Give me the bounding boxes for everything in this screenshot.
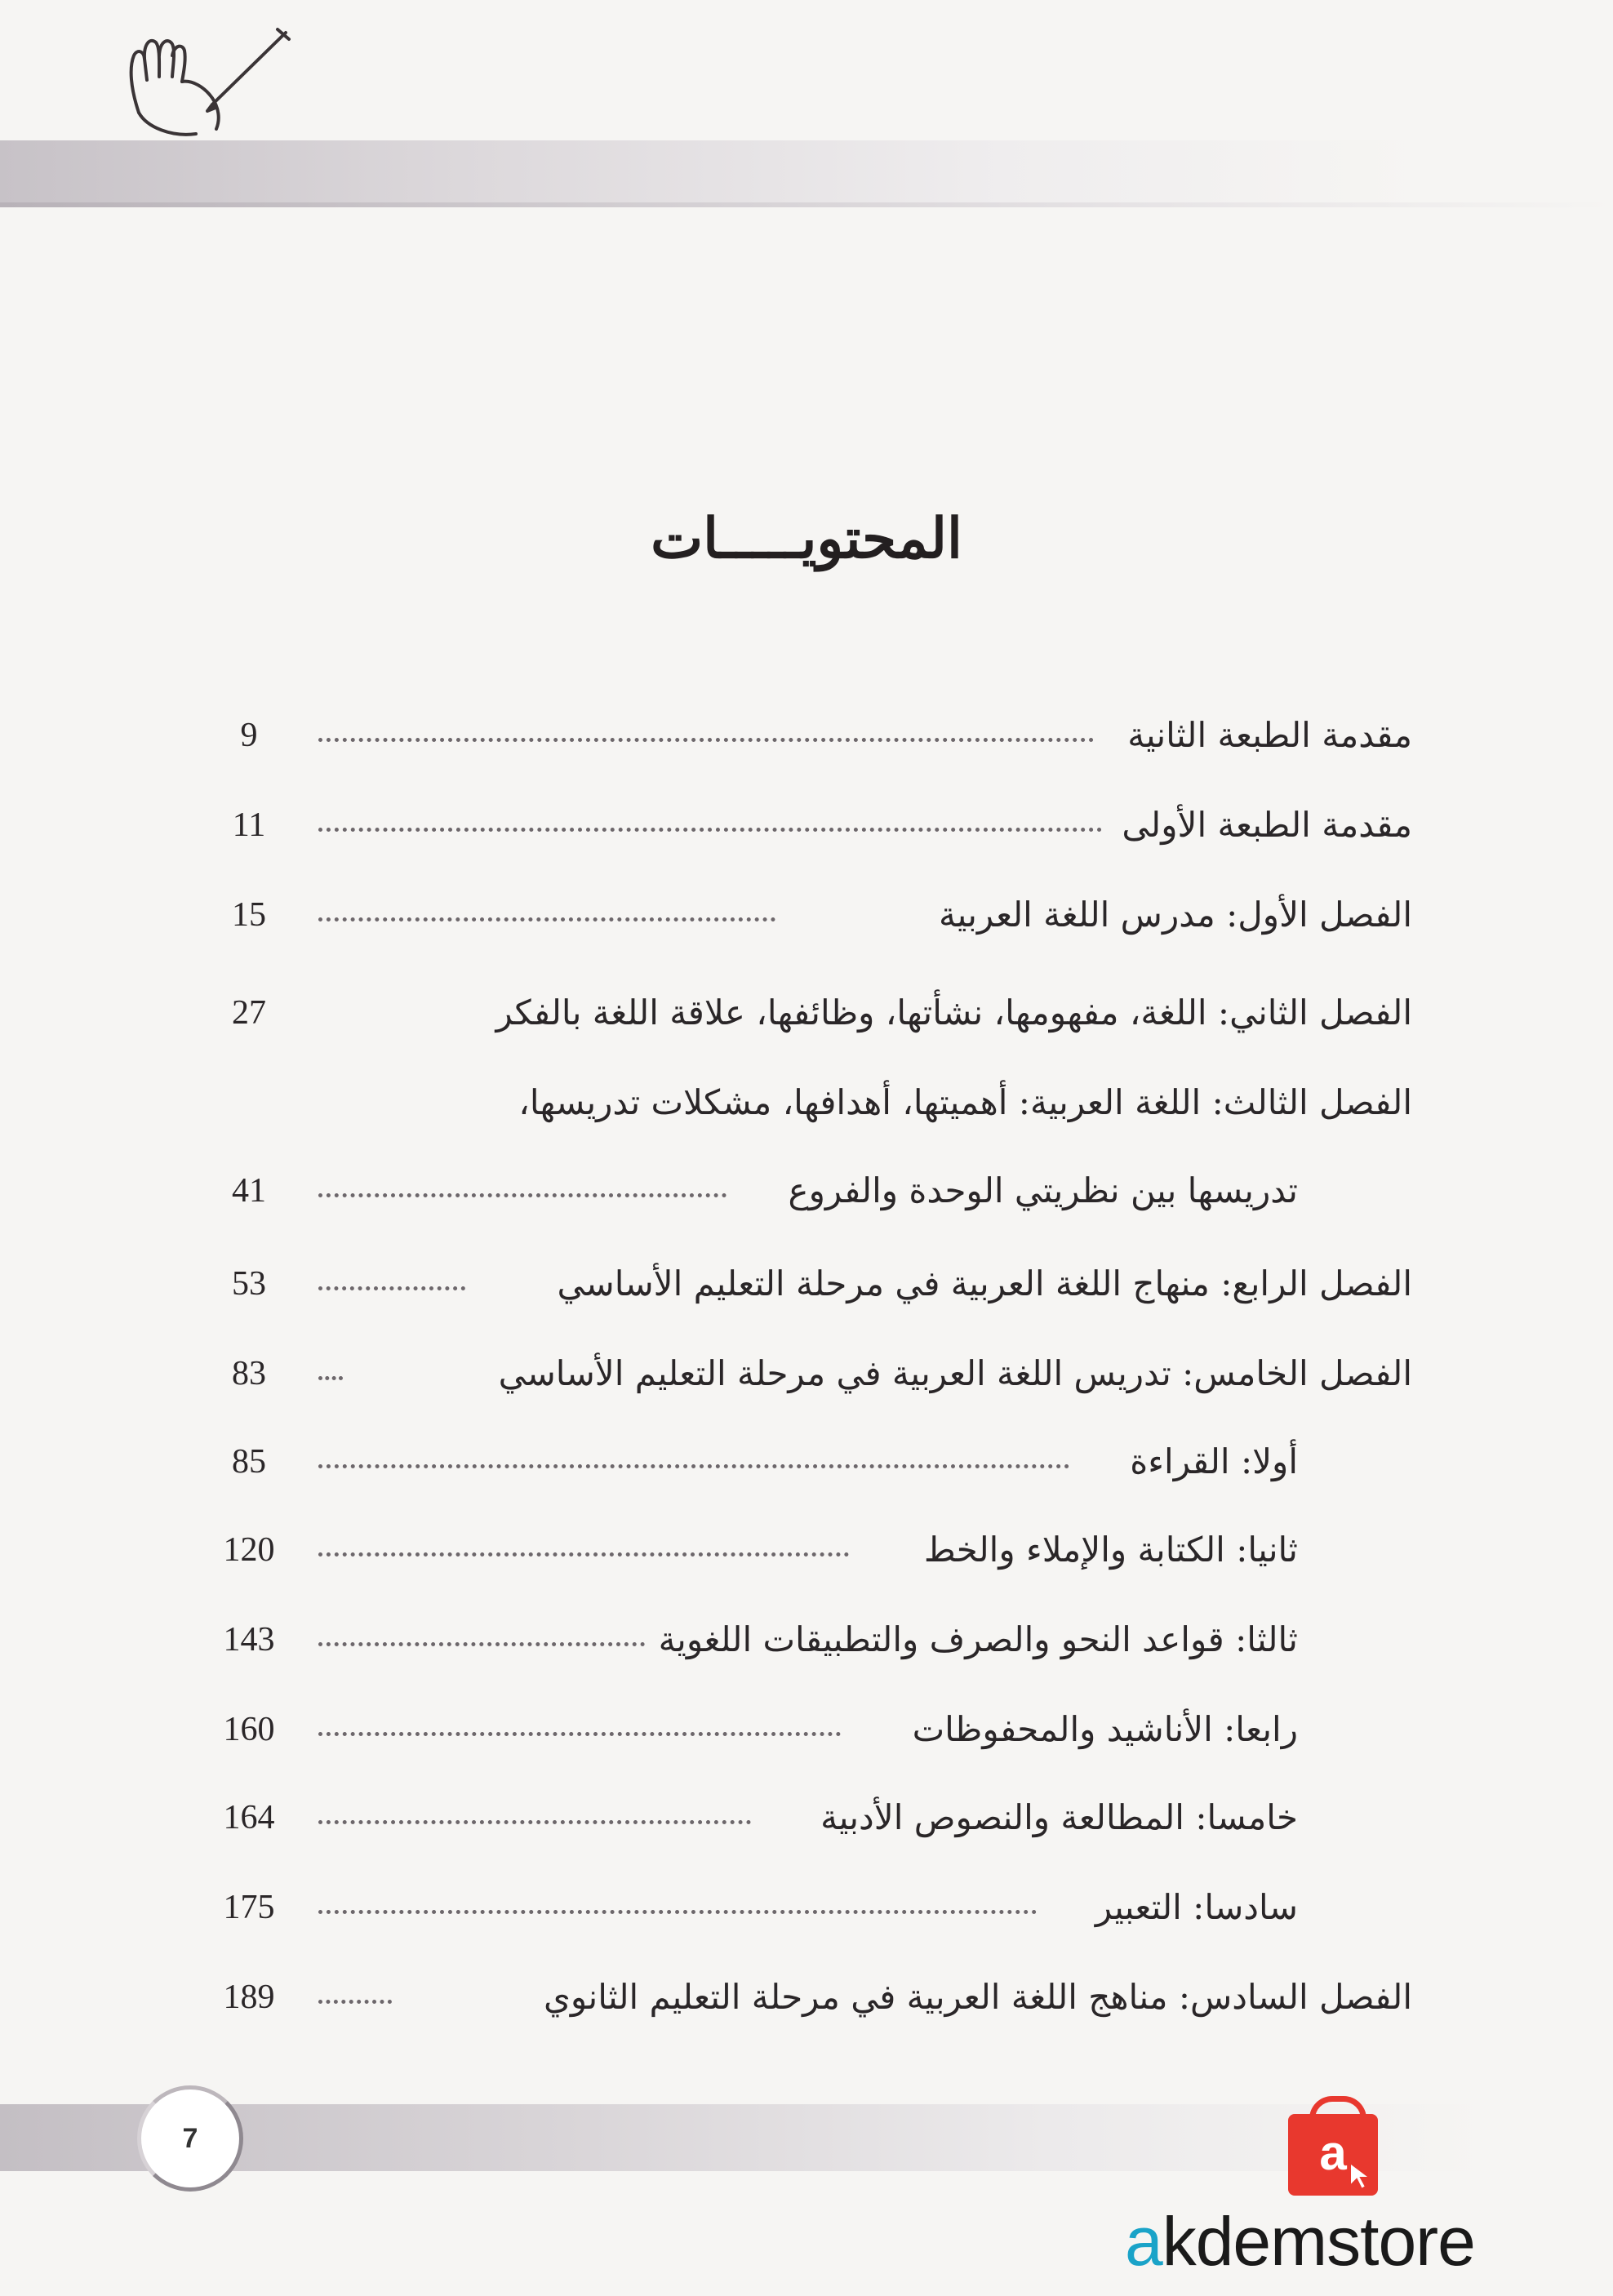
page-title: المحتويـــــات bbox=[651, 506, 962, 571]
toc-entry-title: ثالثا: قواعد النحو والصرف والتطبيقات اللغوية bbox=[658, 1619, 1298, 1659]
leader-dots bbox=[318, 1286, 465, 1290]
toc-entry-page: 175 bbox=[223, 1889, 275, 1926]
toc-entry-title: الفصل الخامس: تدريس اللغة العربية في مرحلة التعليم الأساسي bbox=[498, 1353, 1412, 1393]
toc-entry-page: 15 bbox=[232, 896, 266, 934]
leader-dots bbox=[318, 1820, 751, 1824]
toc-entry-literary-texts[interactable] bbox=[204, 1789, 1412, 1846]
leader-dots bbox=[318, 1193, 727, 1197]
toc-entry-page: 27 bbox=[232, 994, 266, 1032]
leader-dots bbox=[318, 1552, 849, 1557]
toc-entry-page: 160 bbox=[223, 1711, 275, 1748]
toc-entry-page: 143 bbox=[223, 1621, 275, 1659]
toc-entry-chapter-2[interactable] bbox=[204, 984, 1412, 1041]
bag-letter: a bbox=[1319, 2125, 1347, 2180]
leader-dots bbox=[318, 1642, 645, 1646]
toc-entry-grammar[interactable] bbox=[204, 1611, 1412, 1668]
brand-name-rest: kdemstore bbox=[1162, 2203, 1475, 2280]
toc-entry-title: تدريسها بين نظريتي الوحدة والفروع bbox=[788, 1170, 1298, 1210]
toc-entry-page: 85 bbox=[232, 1443, 266, 1481]
leader-dots bbox=[318, 828, 1102, 832]
toc-entry-title: الفصل الثاني: اللغة، مفهومها، نشأتها، وظائفها، علاقة اللغة بالفكر bbox=[495, 993, 1412, 1033]
toc-entry-title: ثانيا: الكتابة والإملاء والخط bbox=[923, 1530, 1298, 1570]
toc-entry-preface-second-edition[interactable] bbox=[204, 707, 1412, 764]
toc-entry-chapter-6[interactable] bbox=[204, 1969, 1412, 2026]
toc-entry-chapter-5[interactable] bbox=[204, 1345, 1412, 1402]
toc-entry-title: أولا: القراءة bbox=[1130, 1441, 1298, 1481]
leader-dots bbox=[318, 1910, 1037, 1914]
toc-entry-title: الفصل الثالث: اللغة العربية: أهميتها، أهدافها، مشكلات تدريسها، bbox=[518, 1082, 1412, 1122]
toc-entry-page: 164 bbox=[223, 1799, 275, 1836]
page-number: 7 bbox=[182, 2123, 198, 2154]
brand-name bbox=[1125, 2202, 1475, 2281]
brand-name-prefix: a bbox=[1125, 2203, 1162, 2280]
toc-entry-page: 11 bbox=[232, 806, 266, 844]
header-band bbox=[0, 140, 1613, 202]
toc-entry-page: 120 bbox=[223, 1531, 275, 1569]
toc-entry-page: 83 bbox=[232, 1355, 266, 1392]
toc-entry-page: 53 bbox=[232, 1265, 266, 1303]
toc-entry-title: مقدمة الطبعة الأولى bbox=[1122, 805, 1412, 845]
leader-dots bbox=[318, 1732, 841, 1736]
leader-dots bbox=[318, 1464, 1069, 1468]
leader-dots bbox=[318, 917, 775, 922]
leader-dots bbox=[318, 1376, 343, 1380]
toc-entry-chapter-4[interactable] bbox=[204, 1255, 1412, 1312]
toc-entry-title: مقدمة الطبعة الثانية bbox=[1127, 715, 1412, 755]
toc-entry-songs[interactable] bbox=[204, 1701, 1412, 1758]
store-watermark bbox=[1125, 2114, 1549, 2280]
toc-entry-page: 189 bbox=[223, 1978, 275, 2016]
toc-entry-reading[interactable] bbox=[204, 1433, 1412, 1490]
toc-entry-preface-first-edition[interactable] bbox=[204, 797, 1412, 854]
toc-entry-title: خامسا: المطالعة والنصوص الأدبية bbox=[820, 1797, 1298, 1837]
toc-entry-title: الفصل الأول: مدرس اللغة العربية bbox=[939, 895, 1412, 935]
leader-dots bbox=[318, 738, 1094, 742]
toc-entry-expression[interactable] bbox=[204, 1879, 1412, 1936]
toc-entry-writing[interactable] bbox=[204, 1521, 1412, 1579]
cursor-icon bbox=[1345, 2160, 1378, 2192]
leader-dots bbox=[318, 2000, 392, 2004]
toc-entry-page: 9 bbox=[240, 717, 258, 754]
hand-with-pen-icon bbox=[114, 23, 302, 145]
toc-entry-title: الفصل الرابع: منهاج اللغة العربية في مرحلة التعليم الأساسي bbox=[557, 1263, 1412, 1303]
toc-entry-page: 41 bbox=[232, 1172, 266, 1210]
toc-entry-chapter-1[interactable] bbox=[204, 886, 1412, 944]
toc-entry-chapter-3-line-2[interactable] bbox=[204, 1162, 1412, 1219]
toc-entry-chapter-3-line-1[interactable] bbox=[204, 1074, 1412, 1131]
toc-entry-title: رابعا: الأناشيد والمحفوظات bbox=[912, 1709, 1298, 1749]
toc-entry-title: الفصل السادس: مناهج اللغة العربية في مرحلة التعليم الثانوي bbox=[543, 1977, 1412, 2017]
toc-entry-title: سادسا: التعبير bbox=[1095, 1887, 1298, 1927]
